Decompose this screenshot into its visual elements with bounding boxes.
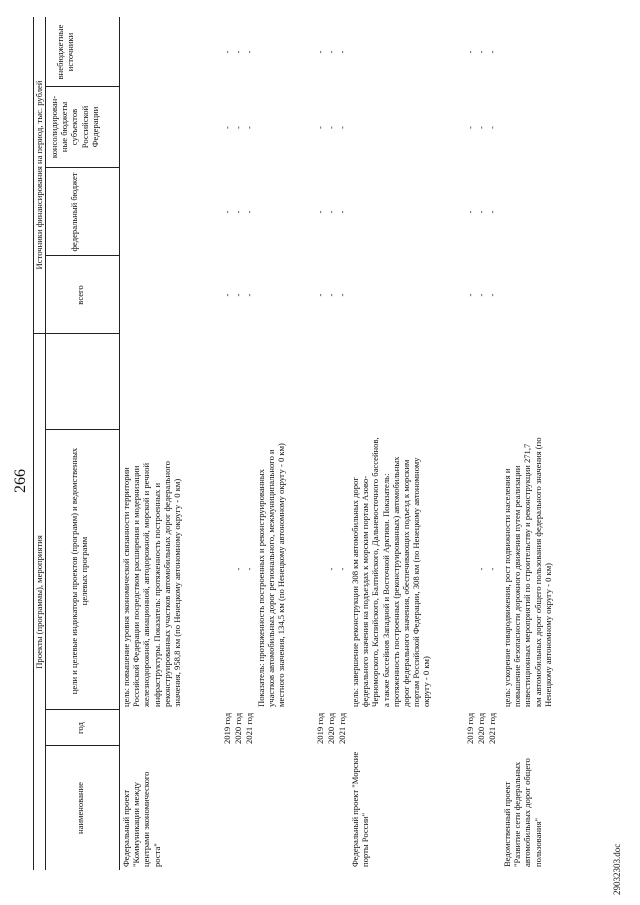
row-goal: Показатель: протяженность построенных и реконструированных участков автомобильных дорог регионального, межмуниципального и местного значения, 134,5 км (по Ненецкому автономному округу - 0 км) [256,443,287,707]
extra-value: - [337,50,347,54]
row-goal-value: - [487,567,497,571]
header-bottom-border [119,17,120,870]
row-goal-value: - [337,567,347,571]
extra-value: - [326,50,336,54]
row-goal-value: - [476,567,486,571]
header-federal: федеральный бюджет [69,172,79,252]
row-name: Федеральный проект "Коммуникации между центрами экономического роста" [121,771,162,867]
regional-value: - [326,126,336,129]
row-year: 2019 год [315,712,325,744]
row-goal-value: - [233,567,243,571]
regional-value: - [233,126,243,129]
extra-value: - [222,50,232,54]
federal-value: - [337,210,347,214]
federal-value: - [465,210,475,214]
row-name: Федеральный проект "Морские порты России" [350,751,371,867]
regional-value: - [465,126,475,129]
header-extra: внебюджетные источники [55,24,76,80]
extra-value: - [487,50,497,54]
federal-value: - [315,210,325,214]
regional-value: - [487,126,497,129]
regional-value: - [244,126,254,129]
regional-value: - [222,126,232,129]
page-number: 266 [12,469,29,493]
header-group-divider [45,17,46,870]
header-regional: консолидирован-ные бюджеты субъектов Российской Федерации [49,95,100,159]
row-goal-value: - [326,567,336,571]
column-divider-regional [45,86,119,87]
row-year: 2019 год [465,712,475,744]
total-value: - [476,293,486,297]
header-goals: цели и целевые индикаторы проектов (программ) и ведомственных целевых программ [69,447,90,695]
row-goal: цель: повышение уровня экономической связанности территории Российской Федерации посредством расширения и модернизации железнодорожной, авиационной, автодорожной, морской и речной инфраструктуры. Показатель: протяженность построенных и реконструированных участков автомобильных дорог федерального значения, 958,8 км (по Ненецкому автономному округу - 0 км) [121,461,183,707]
row-name: Ведомственный проект "Развитие сети федеральных автомобильных дорог общего пользования" [502,758,543,867]
column-divider-federal [45,167,119,168]
regional-value: - [315,126,325,129]
total-value: - [337,293,347,297]
row-year: 2021 год [244,712,254,744]
header-sources-group: Источники финансирования на период, тыс. рублей [34,80,44,270]
row-year: 2021 год [487,712,497,744]
header-total: всего [75,285,85,305]
row-year: 2020 год [233,712,243,744]
extra-value: - [476,50,486,54]
federal-value: - [487,210,497,214]
federal-value: - [233,210,243,214]
extra-value: - [315,50,325,54]
extra-value: - [244,50,254,54]
financing-table [33,17,600,870]
row-year: 2020 год [326,712,336,744]
federal-value: - [244,210,254,214]
total-value: - [487,293,497,297]
row-year: 2021 год [337,712,347,744]
regional-value: - [476,126,486,129]
total-value: - [326,293,336,297]
total-value: - [222,293,232,297]
row-year: 2019 год [222,712,232,744]
federal-value: - [222,210,232,214]
federal-value: - [476,210,486,214]
header-projects-group: Проекты (программы), мероприятия [34,535,44,669]
total-value: - [465,293,475,297]
federal-value: - [326,210,336,214]
extra-value: - [233,50,243,54]
total-value: - [315,293,325,297]
row-goal: цель: завершение реконструкции 308 км автомобильных дорог федерального значения на подъездах к морским портам Азово-Черноморского, Каспийского, Балтийского, Дальневосточного бассейнов, а также бассейнов Западной и Восточной Арктики. Показатель: протяженность построенных (реконструированных) автомобильных дорог федерального значения, обеспечивающих подъезд к морским портам Российской Федерации, 308 км (по Ненецкому автономному округу - 0 км) [350,437,432,707]
header-name: наименование [75,782,85,834]
total-value: - [244,293,254,297]
total-value: - [233,293,243,297]
row-goal-value: - [244,567,254,571]
header-year: год [75,722,85,734]
row-goal: цель: ускорение товародвижения, рост подвижности населения и повышение безопасности дорожного движения путем реализации инвестиционных мероприятий по строительству и реконструкции 271,7 км автомобильных дорог общего пользования федерального значения (по Ненецкому автономному округу - 0 км) [502,437,553,707]
row-year: 2020 год [476,712,486,744]
extra-value: - [465,50,475,54]
column-divider-goals [45,429,119,430]
document-id: 29032303.doc [612,843,622,895]
regional-value: - [337,126,347,129]
